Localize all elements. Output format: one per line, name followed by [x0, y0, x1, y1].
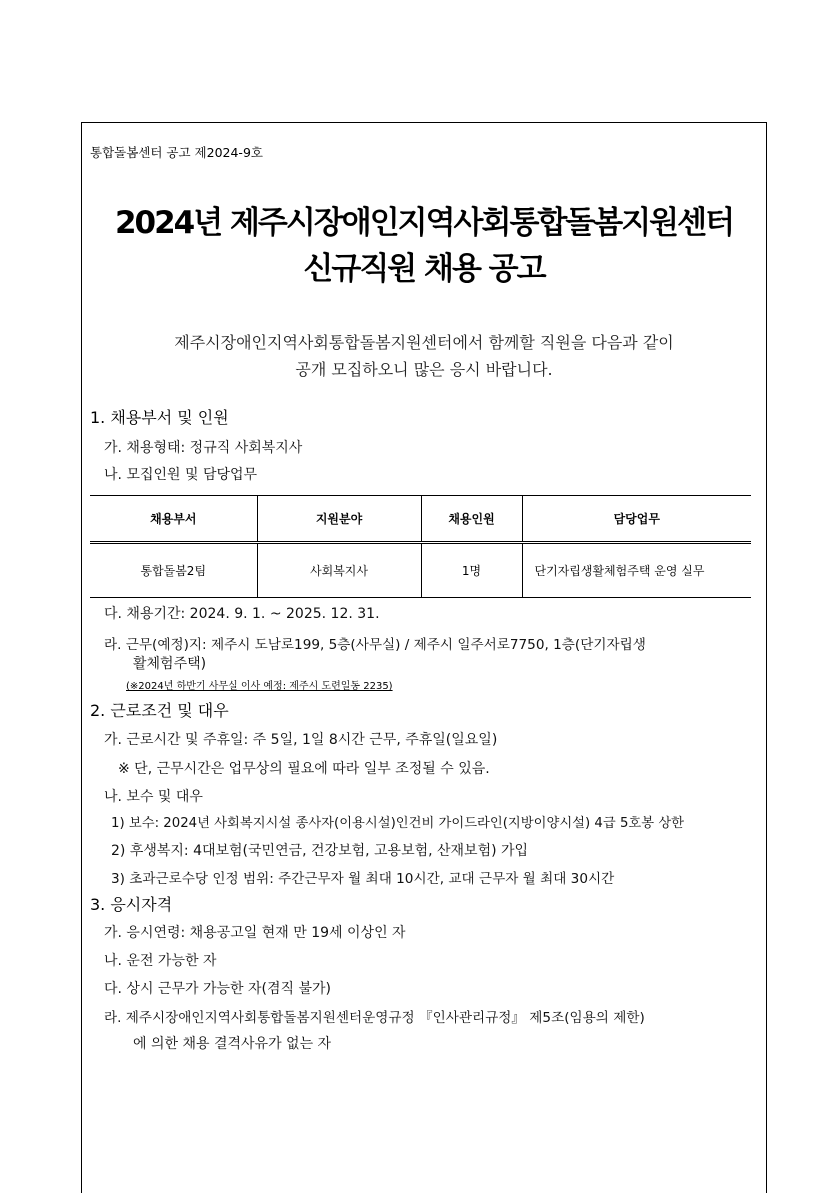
table-cell-field: 사회복지사	[257, 543, 421, 598]
section2-note: ※ 단, 근무시간은 업무상의 필요에 따라 일부 조정될 수 있음.	[118, 761, 490, 777]
notice-number: 통합돌봄센터 공고 제2024-9호	[90, 145, 263, 160]
section3-heading: 3. 응시자격	[90, 895, 173, 914]
table-cell-duty: 단기자립생활체험주택 운영 실무	[522, 543, 751, 598]
section1-ra-note: (※2024년 하반기 사무실 이사 예정: 제주시 도련일동 2235)	[126, 681, 393, 692]
section2-item3: 3) 초과근로수당 인정 범위: 주간근무자 월 최대 10시간, 교대 근무자 월 최대 30시간	[111, 871, 615, 887]
section3-na: 나. 운전 가능한 자	[104, 953, 217, 969]
section3-ga: 가. 응시연령: 채용공고일 현재 만 19세 이상인 자	[104, 925, 406, 941]
section3-ra-line2: 에 의한 채용 결격사유가 없는 자	[133, 1036, 332, 1052]
table-header: 담당업무	[522, 496, 751, 543]
section2-item1: 1) 보수: 2024년 사회복지시설 종사자(이용시설)인건비 가이드라인(지방이양시설) 4급 5호봉 상한	[111, 816, 685, 831]
table-header-row	[90, 496, 751, 543]
table-header: 지원분야	[257, 496, 421, 543]
title-line-1: 2024년 제주시장애인지역사회통합돌봄지원센터	[114, 205, 734, 241]
hiring-table	[90, 495, 751, 598]
title-line-2: 신규직원 채용 공고	[303, 251, 545, 287]
section1-na: 나. 모집인원 및 담당업무	[104, 467, 258, 483]
table-cell-headcount: 1명	[421, 543, 522, 598]
table-header: 채용인원	[421, 496, 522, 543]
section2-heading: 2. 근로조건 및 대우	[90, 701, 229, 720]
intro-line-1: 제주시장애인지역사회통합돌봄지원센터에서 함께할 직원을 다음과 같이	[174, 333, 674, 352]
section3-ra-line1: 라. 제주시장애인지역사회통합돌봄지원센터운영규정 『인사관리규정』 제5조(임용의 제한)	[104, 1010, 645, 1026]
table-header: 채용부서	[90, 496, 257, 543]
section2-na: 나. 보수 및 대우	[104, 789, 203, 805]
table-row	[90, 543, 751, 598]
section1-da: 다. 채용기간: 2024. 9. 1. ~ 2025. 12. 31.	[104, 606, 380, 622]
section2-item2: 2) 후생복지: 4대보험(국민연금, 건강보험, 고용보험, 산재보험) 가입	[111, 843, 529, 859]
section1-ra-line2: 활체험주택)	[133, 656, 207, 672]
section2-ga: 가. 근로시간 및 주휴일: 주 5일, 1일 8시간 근무, 주휴일(일요일)	[104, 732, 498, 748]
section3-da: 다. 상시 근무가 가능한 자(겸직 불가)	[104, 981, 331, 997]
section1-ga: 가. 채용형태: 정규직 사회복지사	[104, 440, 303, 456]
intro-line-2: 공개 모집하오니 많은 응시 바랍니다.	[295, 360, 553, 379]
section1-ra-line1: 라. 근무(예정)지: 제주시 도남로199, 5층(사무실) / 제주시 일주서로7750, 1층(단기자립생	[104, 637, 646, 653]
table-cell-department: 통합돌봄2팀	[90, 543, 257, 598]
section1-heading: 1. 채용부서 및 인원	[90, 408, 229, 427]
